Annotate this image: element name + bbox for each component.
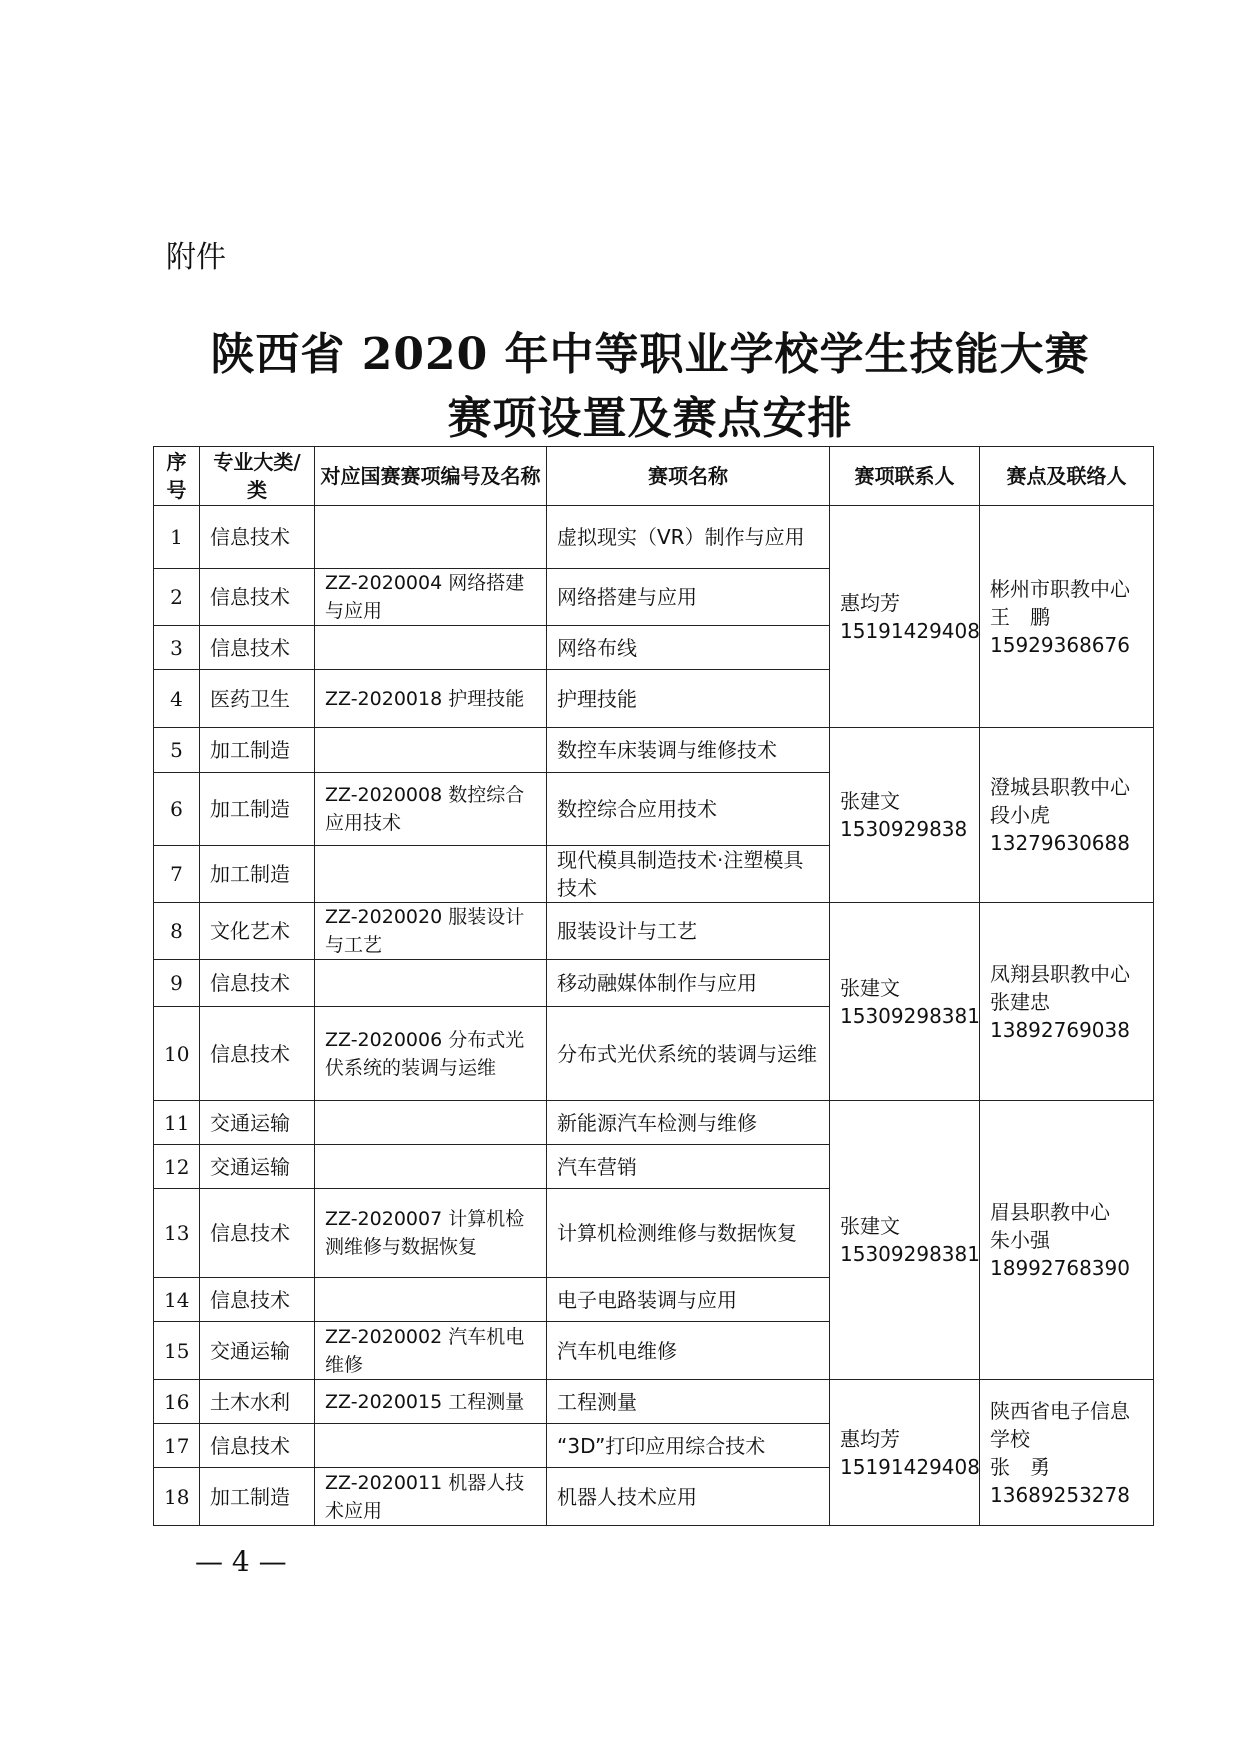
attachment-label: 附件 — [166, 240, 226, 275]
cell-event-contact — [830, 1380, 980, 1526]
cell-code: ZZ-2020018 护理技能 — [315, 670, 547, 728]
cell-event-name: “3D”打印应用综合技术 — [547, 1424, 830, 1468]
header-category: 专业大类/类 — [200, 447, 315, 506]
cell-code: ZZ-2020011 机器人技术应用 — [315, 1468, 547, 1526]
cell-seq: 11 — [154, 1101, 200, 1145]
cell-code — [315, 626, 547, 670]
cell-event-contact — [830, 728, 980, 903]
cell-seq: 12 — [154, 1145, 200, 1189]
cell-seq: 4 — [154, 670, 200, 728]
cell-venue — [980, 1101, 1154, 1380]
cell-code — [315, 1145, 547, 1189]
cell-event-name: 网络搭建与应用 — [547, 569, 830, 626]
venue-name: 澄城县职教中心 — [990, 775, 1130, 799]
cell-code: ZZ-2020004 网络搭建与应用 — [315, 569, 547, 626]
cell-seq: 18 — [154, 1468, 200, 1526]
cell-event-name: 分布式光伏系统的装调与运维 — [547, 1007, 830, 1101]
contact-name: 张建文 — [840, 789, 900, 813]
cell-seq: 6 — [154, 773, 200, 846]
cell-venue — [980, 728, 1154, 903]
cell-category: 文化艺术 — [200, 903, 315, 960]
cell-code — [315, 846, 547, 903]
cell-event-name: 数控车床装调与维修技术 — [547, 728, 830, 773]
cell-category: 加工制造 — [200, 728, 315, 773]
cell-venue — [980, 1380, 1154, 1526]
cell-event-name: 汽车机电维修 — [547, 1322, 830, 1380]
liaison-name: 张 勇 — [990, 1454, 1050, 1479]
cell-code: ZZ-2020002 汽车机电维修 — [315, 1322, 547, 1380]
cell-code — [315, 506, 547, 569]
table-row — [154, 1380, 1154, 1424]
cell-seq: 9 — [154, 960, 200, 1007]
cell-category: 加工制造 — [200, 846, 315, 903]
header-event-contact: 赛项联系人 — [830, 447, 980, 506]
cell-category: 加工制造 — [200, 1468, 315, 1526]
cell-seq: 8 — [154, 903, 200, 960]
cell-code — [315, 728, 547, 773]
cell-category: 信息技术 — [200, 506, 315, 569]
cell-code: ZZ-2020020 服装设计与工艺 — [315, 903, 547, 960]
cell-event-contact — [830, 1101, 980, 1380]
cell-event-name: 护理技能 — [547, 670, 830, 728]
cell-event-name: 网络布线 — [547, 626, 830, 670]
header-seq: 序号 — [154, 447, 200, 506]
cell-category: 加工制造 — [200, 773, 315, 846]
cell-seq: 13 — [154, 1189, 200, 1278]
cell-event-name: 机器人技术应用 — [547, 1468, 830, 1526]
cell-venue — [980, 903, 1154, 1101]
cell-event-contact — [830, 903, 980, 1101]
cell-code: ZZ-2020015 工程测量 — [315, 1380, 547, 1424]
liaison-phone: 13279630688 — [990, 831, 1130, 855]
cell-seq: 10 — [154, 1007, 200, 1101]
cell-seq: 17 — [154, 1424, 200, 1468]
liaison-phone: 18992768390 — [990, 1256, 1130, 1280]
cell-seq: 15 — [154, 1322, 200, 1380]
cell-category: 交通运输 — [200, 1145, 315, 1189]
venue-name: 彬州市职教中心 — [990, 576, 1130, 601]
cell-event-name: 服装设计与工艺 — [547, 903, 830, 960]
contact-phone: 15191429408 — [840, 1454, 980, 1479]
cell-seq: 2 — [154, 569, 200, 626]
venue-name: 眉县职教中心 — [990, 1200, 1110, 1224]
contact-phone: 1530929838 — [840, 817, 968, 841]
liaison-name: 王 鹏 — [990, 604, 1050, 629]
cell-event-name: 现代模具制造技术·注塑模具技术 — [547, 846, 830, 903]
cell-event-name: 数控综合应用技术 — [547, 773, 830, 846]
cell-event-name: 工程测量 — [547, 1380, 830, 1424]
cell-code: ZZ-2020008 数控综合应用技术 — [315, 773, 547, 846]
liaison-phone: 15929368676 — [990, 632, 1130, 657]
cell-code: ZZ-2020006 分布式光伏系统的装调与运维 — [315, 1007, 547, 1101]
liaison-phone: 13689253278 — [990, 1482, 1130, 1507]
table-row — [154, 728, 1154, 773]
liaison-phone: 13892769038 — [990, 1017, 1130, 1042]
cell-event-name: 汽车营销 — [547, 1145, 830, 1189]
cell-event-name: 新能源汽车检测与维修 — [547, 1101, 830, 1145]
venue-name: 凤翔县职教中心 — [990, 961, 1130, 986]
venue-name: 陕西省电子信息学校 — [990, 1398, 1130, 1451]
cell-code — [315, 1101, 547, 1145]
page-number: — 4 — — [195, 1545, 287, 1578]
cell-seq: 16 — [154, 1380, 200, 1424]
table-row — [154, 1101, 1154, 1145]
contact-name: 张建文 — [840, 975, 900, 1000]
header-event-name: 赛项名称 — [547, 447, 830, 506]
contact-phone: 15191429408 — [840, 618, 980, 643]
table-header-row — [154, 447, 1154, 506]
cell-category: 信息技术 — [200, 960, 315, 1007]
cell-code — [315, 960, 547, 1007]
liaison-name: 朱小强 — [990, 1228, 1050, 1252]
contact-name: 惠均芳 — [840, 1426, 900, 1451]
cell-event-name: 计算机检测维修与数据恢复 — [547, 1189, 830, 1278]
cell-category: 信息技术 — [200, 1189, 315, 1278]
cell-category: 信息技术 — [200, 626, 315, 670]
cell-seq: 7 — [154, 846, 200, 903]
cell-event-name: 虚拟现实（VR）制作与应用 — [547, 506, 830, 569]
cell-event-contact — [830, 506, 980, 728]
table-row — [154, 506, 1154, 569]
cell-code — [315, 1424, 547, 1468]
header-national-code: 对应国赛赛项编号及名称 — [315, 447, 547, 506]
cell-category: 交通运输 — [200, 1101, 315, 1145]
cell-seq: 14 — [154, 1278, 200, 1322]
cell-code — [315, 1278, 547, 1322]
cell-seq: 3 — [154, 626, 200, 670]
contact-phone: 15309298381 — [840, 1242, 980, 1266]
cell-category: 土木水利 — [200, 1380, 315, 1424]
cell-category: 交通运输 — [200, 1322, 315, 1380]
cell-seq: 5 — [154, 728, 200, 773]
document-subtitle: 赛项设置及赛点安排 — [447, 393, 853, 444]
contact-name: 张建文 — [840, 1214, 900, 1238]
cell-seq: 1 — [154, 506, 200, 569]
contact-name: 惠均芳 — [840, 590, 900, 615]
liaison-name: 张建忠 — [990, 989, 1050, 1014]
liaison-name: 段小虎 — [990, 803, 1050, 827]
header-venue-contact: 赛点及联络人 — [980, 447, 1154, 506]
cell-event-name: 电子电路装调与应用 — [547, 1278, 830, 1322]
cell-venue — [980, 506, 1154, 728]
document-title: 陕西省 2020 年中等职业学校学生技能大赛 — [210, 329, 1090, 380]
cell-category: 信息技术 — [200, 569, 315, 626]
cell-event-name: 移动融媒体制作与应用 — [547, 960, 830, 1007]
cell-code: ZZ-2020007 计算机检测维修与数据恢复 — [315, 1189, 547, 1278]
events-table — [153, 446, 1154, 1526]
cell-category: 信息技术 — [200, 1424, 315, 1468]
cell-category: 信息技术 — [200, 1278, 315, 1322]
cell-category: 医药卫生 — [200, 670, 315, 728]
cell-category: 信息技术 — [200, 1007, 315, 1101]
contact-phone: 15309298381 — [840, 1003, 980, 1028]
table-row — [154, 903, 1154, 960]
